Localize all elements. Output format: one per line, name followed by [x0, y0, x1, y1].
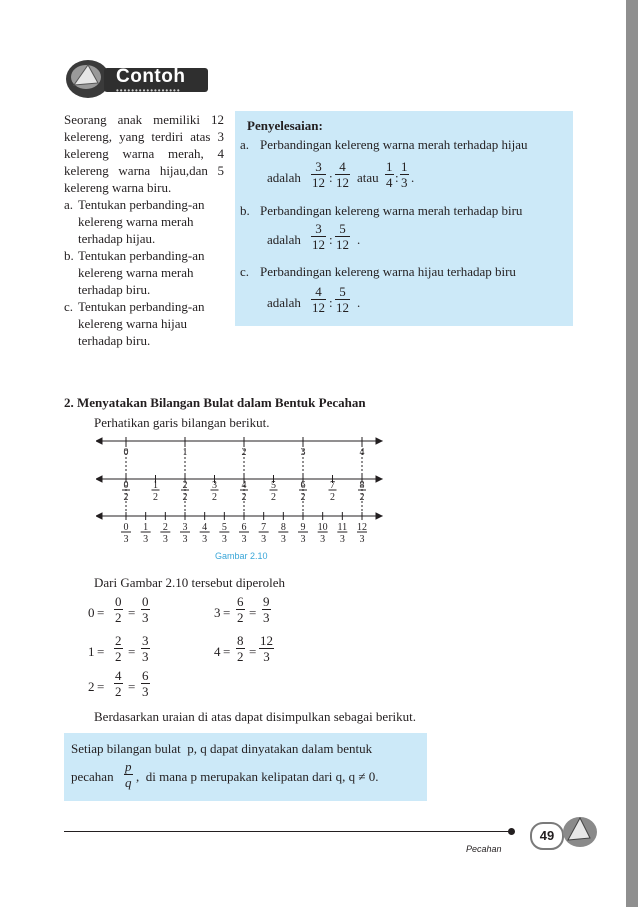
problem-item-text: Tentukan perbanding-an kelereng warna merah terhadap biru. — [78, 248, 205, 297]
arrow-left-icon — [96, 476, 102, 482]
equals-sign: = — [249, 605, 257, 620]
tick-label-denominator: 2 — [153, 492, 158, 503]
tick-label-numerator: 6 — [241, 522, 247, 533]
tick-label-denominator: 2 — [330, 492, 335, 503]
conclusion-line2: , di mana p merupakan kelipatan dari q, q ≠ 0. — [136, 769, 379, 784]
solution-c-text: Perbandingan kelereng warna hijau terhadap biru — [260, 264, 516, 279]
numerator: 3 — [315, 159, 322, 174]
numerator: 2 — [115, 633, 122, 648]
solution-atau: atau — [357, 170, 379, 185]
problem-list — [64, 196, 224, 349]
solution-b-text: Perbandingan kelereng warna merah terhadap biru — [260, 203, 523, 218]
tick-label-denominator: 3 — [143, 534, 149, 545]
tick-label-denominator: 3 — [221, 534, 227, 545]
tick-label-numerator: 0 — [123, 522, 129, 533]
tick-label-denominator: 3 — [123, 534, 129, 545]
tick-label-numerator: 12 — [357, 522, 367, 533]
fraction — [236, 633, 245, 664]
numerator: 0 — [115, 594, 122, 609]
denominator: 2 — [237, 649, 244, 664]
fraction — [335, 284, 350, 315]
period-sign: . — [357, 232, 361, 247]
conclude-text: Berdasarkan uraian di atas dapat disimpulkan sebagai berikut. — [94, 709, 417, 724]
fraction — [262, 594, 271, 625]
fraction — [114, 633, 123, 664]
problem-intro: Seorang anak memiliki 12 kelereng, yang terdiri atas 3 kelereng warna merah, 4 kelereng warna hijau,dan 5 kelereng warna biru. — [64, 112, 224, 195]
fraction — [259, 633, 274, 664]
solution-b-adalah: adalah — [267, 232, 301, 247]
colon-sign: : — [329, 170, 333, 185]
contoh-title: Contoh — [116, 66, 186, 87]
contoh-title-dots: ••••••••••••••••• — [116, 86, 181, 95]
tick-label-numerator: 4 — [241, 480, 247, 491]
section-heading: 2. Menyatakan Bilangan Bulat dalam Bentuk Pecahan — [64, 395, 366, 410]
denominator: 12 — [312, 300, 325, 315]
tick-label-denominator: 2 — [212, 492, 217, 503]
denominator: 2 — [115, 649, 122, 664]
solution-a-label: a. — [240, 137, 250, 152]
denominator: 3 — [263, 610, 270, 625]
numerator: p — [125, 759, 132, 774]
denominator: 3 — [142, 684, 149, 699]
tick-label-denominator: 3 — [300, 534, 306, 545]
denominator: 12 — [312, 237, 325, 252]
equals-sign: = — [97, 644, 105, 659]
conclusion-line1: Setiap bilangan bulat p, q dapat dinyatakan dalam bentuk — [71, 741, 373, 756]
denominator: 3 — [142, 649, 149, 664]
denominator: 2 — [237, 610, 244, 625]
numerator: 4 — [315, 284, 322, 299]
page-number: 49 — [530, 822, 564, 850]
tick-label-numerator: 5 — [221, 522, 227, 533]
fraction — [141, 633, 150, 664]
tick-label-numerator: 3 — [212, 480, 217, 491]
tick-label-numerator: 11 — [337, 522, 348, 533]
fraction — [236, 594, 245, 625]
arrow-right-icon — [376, 513, 382, 519]
tick-label-numerator: 6 — [300, 480, 306, 491]
equals-sign: = — [223, 644, 231, 659]
tick-label-denominator: 3 — [359, 534, 365, 545]
tick-label-numerator: 4 — [202, 522, 208, 533]
colon-sign: : — [395, 170, 399, 185]
tick-label-denominator: 3 — [339, 534, 345, 545]
tick-label-denominator: 2 — [271, 492, 276, 503]
tick-label-numerator: 2 — [182, 480, 188, 491]
tick-label-numerator: 10 — [317, 522, 328, 533]
numerator: 5 — [339, 221, 346, 236]
tick-label: 3 — [300, 447, 306, 458]
equals-sign: = — [249, 644, 257, 659]
whole-number: 2 — [88, 679, 95, 694]
fraction — [114, 594, 123, 625]
tick-label-numerator: 1 — [153, 480, 158, 491]
tick-label-denominator: 2 — [300, 492, 306, 503]
arrow-left-icon — [96, 438, 102, 444]
fraction — [335, 221, 350, 252]
derived-text: Dari Gambar 2.10 tersebut diperoleh — [94, 575, 285, 590]
numerator: 3 — [142, 633, 149, 648]
tick-label-numerator: 1 — [143, 522, 149, 533]
equals-sign: = — [128, 605, 136, 620]
tick-labels — [124, 447, 368, 545]
problem-item-label: a. — [64, 197, 74, 212]
problem-item-text: Tentukan perbanding-an kelereng warna hijau terhadap biru. — [78, 299, 205, 348]
denominator: 3 — [259, 648, 274, 664]
equals-sign: = — [128, 679, 136, 694]
tick-label-denominator: 2 — [182, 492, 188, 503]
denominator: 4 — [386, 175, 393, 190]
problem-item-a — [64, 196, 224, 247]
whole-number: 3 — [214, 605, 221, 620]
solution-c-label: c. — [240, 264, 250, 279]
equals-sign: = — [128, 644, 136, 659]
numerator: 5 — [339, 284, 346, 299]
numerator: 1 — [386, 159, 393, 174]
problem-item-label: c. — [64, 299, 74, 314]
numerator: 12 — [260, 633, 273, 648]
denominator: 3 — [142, 610, 149, 625]
fraction — [400, 159, 409, 190]
tick-label-denominator: 3 — [320, 534, 326, 545]
denominator: 3 — [401, 175, 408, 190]
tick-label-numerator: 7 — [261, 522, 267, 533]
numerator: 1 — [401, 159, 408, 174]
colon-sign: : — [329, 295, 333, 310]
tick-label-numerator: 7 — [330, 480, 335, 491]
footer-logo-icon — [560, 810, 600, 854]
figure-caption: Gambar 2.10 — [215, 551, 268, 561]
footer-rule — [64, 831, 510, 832]
fraction — [124, 759, 133, 790]
numerator: 9 — [263, 594, 270, 609]
numerator: 6 — [237, 594, 244, 609]
section-intro: Perhatikan garis bilangan berikut. — [94, 415, 270, 430]
numerator: 0 — [142, 594, 149, 609]
fraction — [311, 159, 326, 190]
equals-sign: = — [97, 605, 105, 620]
denominator: 12 — [336, 300, 349, 315]
page-edge-strip — [626, 0, 638, 907]
tick-label-denominator: 3 — [162, 534, 168, 545]
problem-item-b — [64, 247, 224, 298]
numerator: 3 — [315, 221, 322, 236]
solution-b-label: b. — [240, 203, 250, 218]
tick-label-numerator: 8 — [359, 480, 365, 491]
whole-number: 1 — [88, 644, 95, 659]
denominator: 12 — [336, 237, 349, 252]
fraction — [141, 594, 150, 625]
tick-label-denominator: 3 — [241, 534, 247, 545]
equals-sign: = — [223, 605, 231, 620]
equals-sign: = — [97, 679, 105, 694]
solution-title: Penyelesaian: — [247, 118, 323, 133]
tick-label-numerator: 9 — [300, 522, 306, 533]
colon-sign: : — [329, 232, 333, 247]
tick-label-denominator: 3 — [202, 534, 208, 545]
denominator: 12 — [312, 175, 325, 190]
problem-column — [64, 111, 224, 349]
solution-c-adalah: adalah — [267, 295, 301, 310]
numerator: 8 — [237, 633, 244, 648]
fraction — [385, 159, 394, 190]
tick-label-numerator: 8 — [280, 522, 286, 533]
problem-item-text: Tentukan perbanding-an kelereng warna merah terhadap hijau. — [78, 197, 205, 246]
denominator: 2 — [115, 610, 122, 625]
numerator: 6 — [142, 668, 149, 683]
whole-number: 0 — [88, 605, 95, 620]
tick-label-denominator: 3 — [261, 534, 267, 545]
denominator: 2 — [115, 684, 122, 699]
numerator: 4 — [339, 159, 346, 174]
solution-a-text: Perbandingan kelereng warna merah terhadap hijau — [260, 137, 528, 152]
tick-label: 2 — [241, 447, 247, 458]
arrow-right-icon — [376, 438, 382, 444]
tick-label-numerator: 2 — [162, 522, 168, 533]
tick-label-denominator: 2 — [359, 492, 365, 503]
denominator: 12 — [336, 175, 349, 190]
problem-item-label: b. — [64, 248, 74, 263]
period-sign: . — [357, 295, 361, 310]
fraction — [311, 221, 326, 252]
fraction — [114, 668, 123, 699]
period-sign: . — [411, 170, 415, 185]
whole-number: 4 — [214, 644, 221, 659]
tick-label-numerator: 5 — [271, 480, 276, 491]
footer-dot — [508, 828, 515, 835]
footer-label: Pecahan — [466, 844, 502, 854]
tick-label: 1 — [182, 447, 188, 458]
arrow-right-icon — [376, 476, 382, 482]
tick-label: 4 — [359, 447, 365, 458]
tick-label-denominator: 2 — [123, 492, 129, 503]
tick-label-denominator: 3 — [280, 534, 286, 545]
fraction — [141, 668, 150, 699]
number-line-figure — [96, 436, 386, 548]
tick-label-denominator: 2 — [241, 492, 247, 503]
arrow-left-icon — [96, 513, 102, 519]
tick-label-numerator: 0 — [123, 480, 129, 491]
solution-box — [235, 111, 573, 326]
solution-a-adalah: adalah — [267, 170, 301, 185]
conclusion-box — [64, 733, 427, 801]
problem-item-c — [64, 298, 224, 349]
fraction — [311, 284, 326, 315]
tick-label-denominator: 3 — [182, 534, 188, 545]
numerator: 4 — [115, 668, 122, 683]
fraction — [335, 159, 350, 190]
tick-label: 0 — [123, 447, 129, 458]
tick-label-numerator: 3 — [182, 522, 188, 533]
denominator: q — [125, 775, 132, 790]
conclusion-pecahan: pecahan — [71, 769, 114, 784]
